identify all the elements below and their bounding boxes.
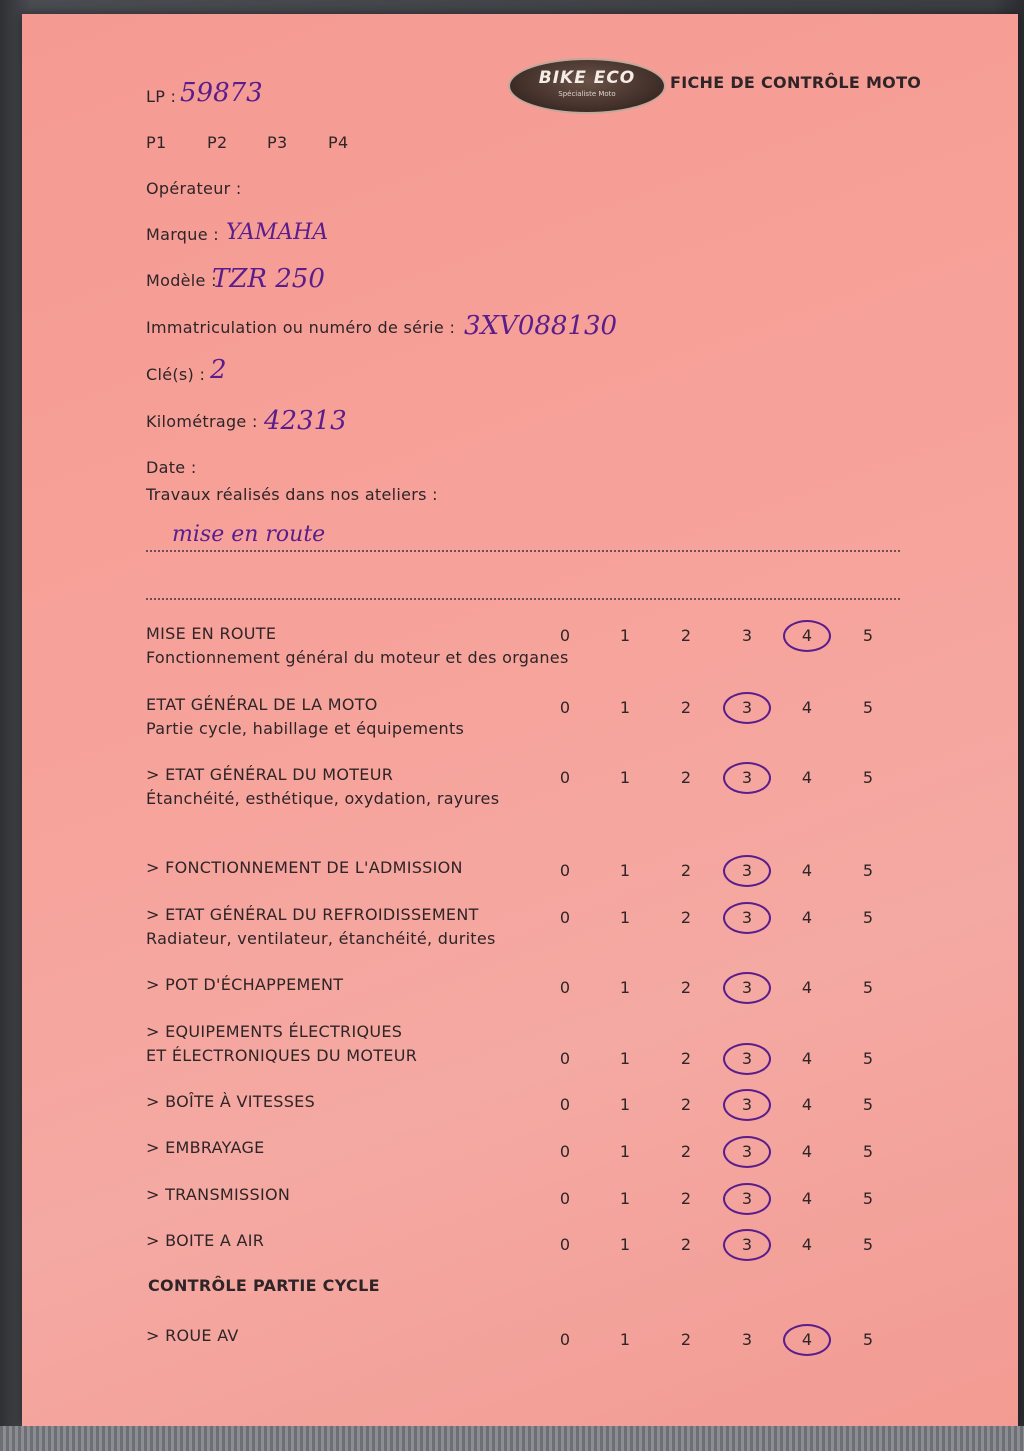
- serial-value[interactable]: 3XV088130: [464, 311, 618, 341]
- rating-row-8-title: > BOÎTE À VITESSES: [146, 1092, 316, 1111]
- rating-row-4-score-0[interactable]: 0: [559, 861, 571, 880]
- brand-value[interactable]: YAMAHA: [226, 220, 329, 245]
- rating-row-10-score-0[interactable]: 0: [559, 1189, 571, 1208]
- rating-row-9-title: > EMBRAYAGE: [146, 1138, 265, 1157]
- rating-row-4-score-3[interactable]: 3: [741, 861, 753, 880]
- rating-row-7-score-5[interactable]: 5: [862, 1049, 874, 1068]
- rating-row-3-score-3[interactable]: 3: [741, 768, 753, 787]
- rating-row-1-title: MISE EN ROUTE: [146, 624, 277, 643]
- inspection-form-sheet: [22, 14, 1018, 1426]
- rating-row-3-title: > ETAT GÉNÉRAL DU MOTEUR: [146, 765, 394, 784]
- rating-row-10-selected-circle: [723, 1183, 771, 1215]
- rating-row-4-score-4[interactable]: 4: [801, 861, 813, 880]
- rating-row-10-title: > TRANSMISSION: [146, 1185, 291, 1204]
- rating-row-9-selected-circle: [723, 1136, 771, 1168]
- cycle-row-1-score-3[interactable]: 3: [741, 1330, 753, 1349]
- rating-row-6-score-4[interactable]: 4: [801, 978, 813, 997]
- rating-row-9-score-0[interactable]: 0: [559, 1142, 571, 1161]
- rating-row-5-score-5[interactable]: 5: [862, 908, 874, 927]
- rating-row-10-score-4[interactable]: 4: [801, 1189, 813, 1208]
- rating-row-11-score-4[interactable]: 4: [801, 1235, 813, 1254]
- rating-row-9-score-5[interactable]: 5: [862, 1142, 874, 1161]
- rating-row-8-score-3[interactable]: 3: [741, 1095, 753, 1114]
- rating-row-2-selected-circle: [723, 692, 771, 724]
- works-label: Travaux réalisés dans nos ateliers :: [146, 485, 438, 504]
- logo-text: BIKE ECO: [538, 68, 636, 88]
- rating-row-10-score-3[interactable]: 3: [741, 1189, 753, 1208]
- rating-row-2-score-5[interactable]: 5: [862, 698, 874, 717]
- rating-row-5-score-4[interactable]: 4: [801, 908, 813, 927]
- model-label: Modèle :: [146, 271, 217, 290]
- rating-row-5-selected-circle: [723, 902, 771, 934]
- rating-row-7-score-3[interactable]: 3: [741, 1049, 753, 1068]
- rating-row-11-score-2[interactable]: 2: [680, 1235, 692, 1254]
- rating-row-9-score-3[interactable]: 3: [741, 1142, 753, 1161]
- rating-row-1-score-2[interactable]: 2: [680, 626, 692, 645]
- brand-label: Marque :: [146, 225, 219, 244]
- rating-row-4-score-2[interactable]: 2: [680, 861, 692, 880]
- rating-row-5-subtitle: Radiateur, ventilateur, étanchéité, durites: [146, 929, 496, 948]
- works-line-2: [146, 598, 900, 600]
- cycle-row-1-title: > ROUE AV: [146, 1326, 239, 1345]
- rating-row-1-score-4[interactable]: 4: [801, 626, 813, 645]
- works-value[interactable]: mise en route: [172, 522, 326, 547]
- rating-row-7-title: > EQUIPEMENTS ÉLECTRIQUES: [146, 1022, 403, 1041]
- rating-row-6-title: > POT D'ÉCHAPPEMENT: [146, 975, 344, 994]
- rating-row-9-score-2[interactable]: 2: [680, 1142, 692, 1161]
- rating-row-2-score-1[interactable]: 1: [619, 698, 631, 717]
- rating-row-6-score-5[interactable]: 5: [862, 978, 874, 997]
- rating-row-1-subtitle: Fonctionnement général du moteur et des organes: [146, 648, 569, 667]
- position-p3[interactable]: P3: [267, 133, 288, 152]
- keys-value[interactable]: 2: [210, 355, 227, 385]
- rating-row-3-score-2[interactable]: 2: [680, 768, 692, 787]
- rating-row-3-score-1[interactable]: 1: [619, 768, 631, 787]
- rating-row-7-score-0[interactable]: 0: [559, 1049, 571, 1068]
- date-label: Date :: [146, 458, 197, 477]
- form-title: FICHE DE CONTRÔLE MOTO: [670, 73, 922, 92]
- rating-row-11-score-1[interactable]: 1: [619, 1235, 631, 1254]
- operator-label: Opérateur :: [146, 179, 242, 198]
- rating-row-3-subtitle: Étanchéité, esthétique, oxydation, rayures: [146, 789, 500, 808]
- rating-row-5-score-0[interactable]: 0: [559, 908, 571, 927]
- rating-row-8-selected-circle: [723, 1089, 771, 1121]
- rating-row-10-score-5[interactable]: 5: [862, 1189, 874, 1208]
- rating-row-11-selected-circle: [723, 1229, 771, 1261]
- rating-row-5-score-3[interactable]: 3: [741, 908, 753, 927]
- rating-row-8-score-2[interactable]: 2: [680, 1095, 692, 1114]
- rating-row-8-score-1[interactable]: 1: [619, 1095, 631, 1114]
- rating-row-4-title: > FONCTIONNEMENT DE L'ADMISSION: [146, 858, 463, 877]
- mileage-label: Kilométrage :: [146, 412, 258, 431]
- rating-row-6-selected-circle: [723, 972, 771, 1004]
- rating-row-4-selected-circle: [723, 855, 771, 887]
- cycle-row-1-selected-circle: [783, 1324, 831, 1356]
- cycle-row-1-score-0[interactable]: 0: [559, 1330, 571, 1349]
- model-value[interactable]: TZR 250: [212, 264, 325, 294]
- rating-row-11-title: > BOITE A AIR: [146, 1231, 265, 1250]
- position-p2[interactable]: P2: [207, 133, 228, 152]
- rating-row-1-score-1[interactable]: 1: [619, 626, 631, 645]
- rating-row-3-score-0[interactable]: 0: [559, 768, 571, 787]
- position-p1[interactable]: P1: [146, 133, 167, 152]
- rating-row-6-score-3[interactable]: 3: [741, 978, 753, 997]
- works-line-1: [146, 550, 900, 552]
- rating-row-7-score-4[interactable]: 4: [801, 1049, 813, 1068]
- rating-row-2-score-3[interactable]: 3: [741, 698, 753, 717]
- rating-row-8-score-5[interactable]: 5: [862, 1095, 874, 1114]
- rating-row-5-score-2[interactable]: 2: [680, 908, 692, 927]
- rating-row-1-selected-circle: [783, 620, 831, 652]
- cycle-row-1-score-5[interactable]: 5: [862, 1330, 874, 1349]
- rating-row-1-score-0[interactable]: 0: [559, 626, 571, 645]
- position-p4[interactable]: P4: [328, 133, 349, 152]
- serial-label: Immatriculation ou numéro de série :: [146, 318, 456, 337]
- rating-row-8-score-4[interactable]: 4: [801, 1095, 813, 1114]
- rating-row-1-score-5[interactable]: 5: [862, 626, 874, 645]
- bike-eco-logo: [508, 58, 666, 114]
- keys-label: Clé(s) :: [146, 365, 206, 384]
- rating-row-10-score-1[interactable]: 1: [619, 1189, 631, 1208]
- lp-value[interactable]: 59873: [180, 78, 263, 108]
- sleeve-bottom-edge: [0, 1426, 1024, 1451]
- rating-row-9-score-1[interactable]: 1: [619, 1142, 631, 1161]
- lp-label: LP :: [146, 87, 177, 106]
- rating-row-1-score-3[interactable]: 3: [741, 626, 753, 645]
- rating-row-7-subtitle: ET ÉLECTRONIQUES DU MOTEUR: [146, 1046, 418, 1065]
- mileage-value[interactable]: 42313: [264, 406, 347, 436]
- rating-row-7-score-2[interactable]: 2: [680, 1049, 692, 1068]
- rating-row-3-score-4[interactable]: 4: [801, 768, 813, 787]
- logo-subtext: Spécialiste Moto: [558, 90, 616, 98]
- rating-row-2-score-2[interactable]: 2: [680, 698, 692, 717]
- rating-row-8-score-0[interactable]: 0: [559, 1095, 571, 1114]
- rating-row-4-score-1[interactable]: 1: [619, 861, 631, 880]
- rating-row-5-score-1[interactable]: 1: [619, 908, 631, 927]
- rating-row-3-selected-circle: [723, 762, 771, 794]
- cycle-row-1-score-4[interactable]: 4: [801, 1330, 813, 1349]
- rating-row-5-title: > ETAT GÉNÉRAL DU REFROIDISSEMENT: [146, 905, 479, 924]
- rating-row-10-score-2[interactable]: 2: [680, 1189, 692, 1208]
- rating-row-2-score-0[interactable]: 0: [559, 698, 571, 717]
- rating-row-2-subtitle: Partie cycle, habillage et équipements: [146, 719, 465, 738]
- rating-row-7-selected-circle: [723, 1043, 771, 1075]
- rating-row-2-score-4[interactable]: 4: [801, 698, 813, 717]
- cycle-row-1-score-1[interactable]: 1: [619, 1330, 631, 1349]
- section-title-cycle: CONTRÔLE PARTIE CYCLE: [148, 1276, 380, 1295]
- rating-row-9-score-4[interactable]: 4: [801, 1142, 813, 1161]
- rating-row-6-score-0[interactable]: 0: [559, 978, 571, 997]
- rating-row-6-score-2[interactable]: 2: [680, 978, 692, 997]
- rating-row-2-title: ETAT GÉNÉRAL DE LA MOTO: [146, 695, 378, 714]
- rating-row-4-score-5[interactable]: 5: [862, 861, 874, 880]
- rating-row-11-score-5[interactable]: 5: [862, 1235, 874, 1254]
- rating-row-11-score-0[interactable]: 0: [559, 1235, 571, 1254]
- rating-row-3-score-5[interactable]: 5: [862, 768, 874, 787]
- rating-row-7-score-1[interactable]: 1: [619, 1049, 631, 1068]
- rating-row-11-score-3[interactable]: 3: [741, 1235, 753, 1254]
- cycle-row-1-score-2[interactable]: 2: [680, 1330, 692, 1349]
- rating-row-6-score-1[interactable]: 1: [619, 978, 631, 997]
